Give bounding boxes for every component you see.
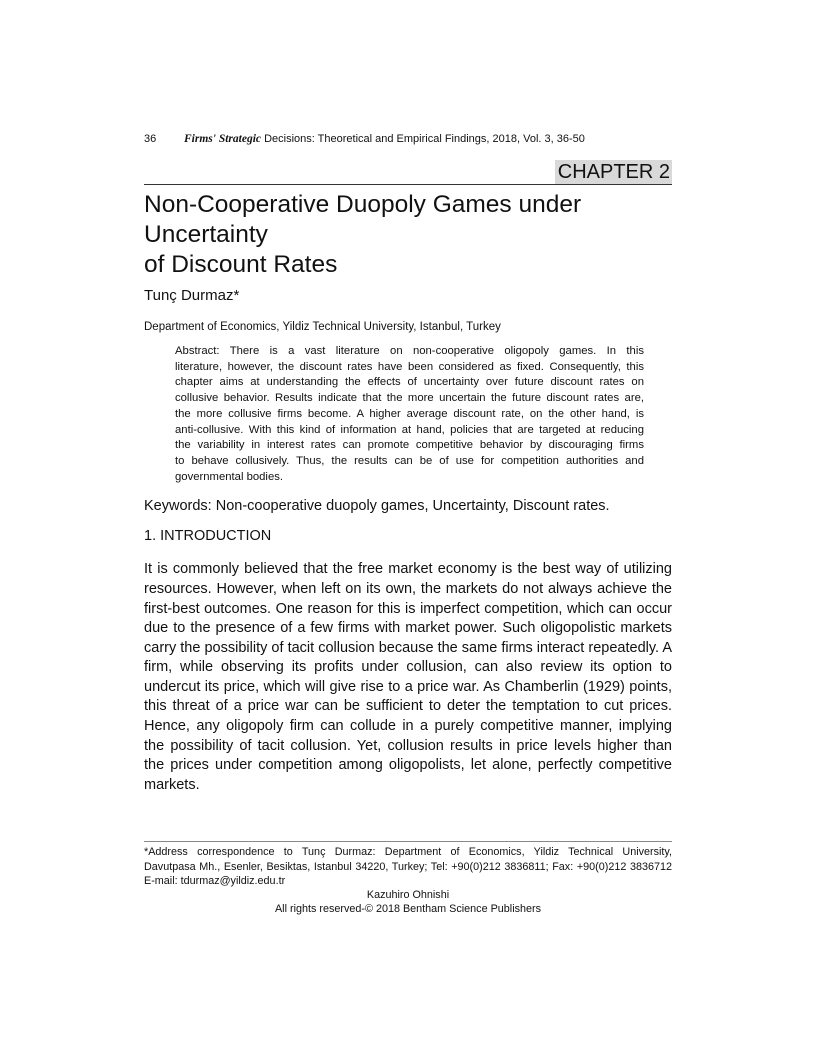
abstract-line: the more collusive firms become. A higher average discount rate, on the other hand, is — [175, 407, 644, 420]
abstract-line: the variability in interest rates can promote competitive behavior by discouraging firms — [175, 439, 644, 452]
keywords: Keywords: Non-cooperative duopoly games, Uncertainty, Discount rates. — [144, 498, 610, 515]
body-line: the possibility of tacit collusion. Yet, collusion results in price levels higher than — [144, 737, 672, 754]
page-column — [144, 0, 672, 916]
footnote-line: E-mail: tdurmaz@yildiz.edu.tr — [144, 875, 286, 888]
abstract-line: collusive behavior. Results indicate that the more uncertain the future discount rates are, — [175, 392, 644, 405]
book-title-rest: Decisions: Theoretical and Empirical Findings, 2018, Vol. 3, 36-50 — [264, 133, 585, 145]
author-name: Tunç Durmaz* — [144, 287, 240, 304]
chapter-label: CHAPTER 2 — [555, 160, 672, 184]
body-line: firm, while observing its profits under collusion, can also review its option to — [144, 659, 672, 676]
chapter-title — [144, 190, 672, 280]
body-line: the prices under competition among oligopolists, let alone, perfectly competitive — [144, 757, 672, 774]
footnote-line: Davutpasa Mh., Esenler, Besiktas, Istanbul 34220, Turkey; Tel: +90(0)212 3836811; Fax: +90(0)212 3836712 — [144, 860, 672, 873]
body-line: this threat of a price war can be sufficient to deter the temptation to cut prices. — [144, 698, 672, 715]
body-line: It is commonly believed that the free market economy is the best way of utilizing — [144, 561, 672, 578]
section-heading: 1. INTRODUCTION — [144, 528, 272, 545]
running-header — [144, 132, 672, 146]
footnote — [144, 845, 672, 888]
abstract-line: chapter aims at understanding the effects of uncertainty over future discount rates on — [175, 376, 644, 389]
abstract-line: Abstract: There is a vast literature on non-cooperative oligopoly games. In this — [175, 345, 644, 357]
affiliation: Department of Economics, Yildiz Technical University, Istanbul, Turkey — [144, 321, 501, 333]
chapter-rule — [144, 184, 672, 185]
title-line: Non-Cooperative Duopoly Games under Uncertainty — [144, 191, 582, 248]
editor-name: Kazuhiro Ohnishi — [366, 889, 450, 902]
body-line: Hence, any oligopoly firm can collude in a purely competitive manner, implying — [144, 718, 672, 735]
footnote-line: *Address correspondence to Tunç Durmaz: Department of Economics, Yildiz Technical University, — [144, 846, 672, 859]
abstract-line: to behave collusively. Thus, the results can be of use for competition authorities and — [175, 454, 644, 467]
body-line: due to the presence of a few firms with market power. Such oligopolistic markets — [144, 620, 672, 637]
body-line: undercut its price, which will give rise to a price war. As Chamberlin (1929) points, — [144, 678, 672, 695]
body-line: resources. However, when left on its own, the markets do not always achieve the — [144, 580, 672, 597]
body-paragraph — [144, 560, 672, 795]
title-line: of Discount Rates — [144, 251, 338, 278]
abstract-line: literature, however, the discount rates have been considered as fixed. Consequently, this — [175, 360, 644, 373]
abstract-line: anti-collusive. With this kind of information at hand, policies that are targeted at reducing — [175, 423, 644, 436]
copyright: All rights reserved-© 2018 Bentham Science Publishers — [274, 903, 541, 916]
body-line: markets. — [144, 776, 200, 793]
body-line: first-best outcomes. One reason for this is imperfect competition, which can occur — [144, 600, 672, 617]
footnote-rule — [144, 841, 672, 842]
page-number: 36 — [144, 133, 157, 145]
abstract-line: governmental bodies. — [175, 470, 284, 483]
body-line: carry the possibility of tacit collusion because the same firms interact repeatedly. A — [144, 639, 672, 656]
abstract — [175, 344, 644, 485]
book-title-italic: Firms' Strategic — [184, 133, 261, 145]
chapter-label-row — [144, 160, 672, 184]
